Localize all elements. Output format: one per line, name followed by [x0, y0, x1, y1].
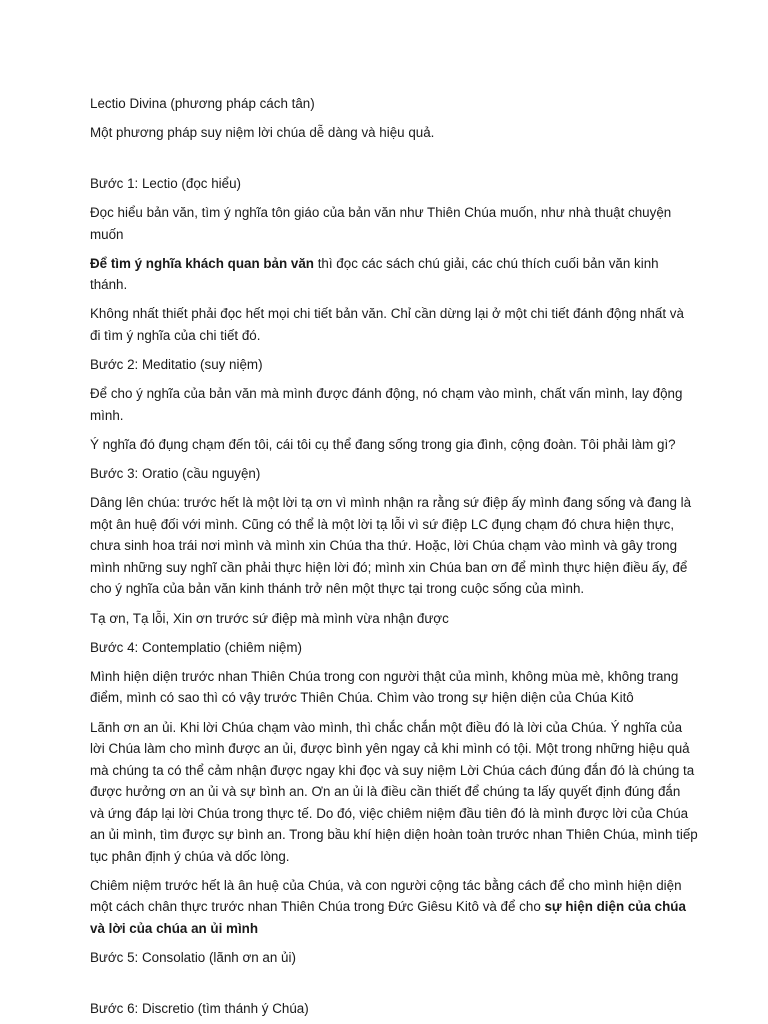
step2-heading: Bước 2: Meditatio (suy niệm)	[90, 357, 263, 373]
step2-paragraph-2: Ý nghĩa đó đụng chạm đến tôi, cái tôi cụ thể đang sống trong gia đình, cộng đoàn. Tôi phải làm gì?	[90, 437, 676, 452]
step4-paragraph-3	[90, 875, 698, 940]
step1-paragraph-2-text: thì đọc các sách chú giải, các chú thích cuối bản văn kinh thánh.	[90, 255, 659, 293]
step1-paragraph-3: Không nhất thiết phải đọc hết mọi chi tiết bản văn. Chỉ cần dừng lại ở một chi tiết đánh động nhất và đi tìm ý nghĩa của chi tiết đó.	[90, 306, 684, 343]
step2-paragraph-1: Để cho ý nghĩa của bản văn mà mình được đánh động, nó chạm vào mình, chất vấn mình, lay động mình.	[90, 386, 683, 423]
step5-heading: Bước 5: Consolatio (lãnh ơn an ủi)	[90, 950, 296, 965]
step4-bold-phrase: sự hiện diện của chúa và lời của chúa an ủi mình	[90, 899, 686, 936]
step4-paragraph-2: Lãnh ơn an ủi. Khi lời Chúa chạm vào mình, thì chắc chắn một điều đó là lời của Chúa. Ý nghĩa của lời Chúa làm cho mình được an ủi, được bình yên ngay cả khi mình có tội. Một trong những hiệu quả mà chúng ta có thể cảm nhận được ngay khi đọc và suy niệm Lời Chúa cách đúng đắn đó là chúng ta được hưởng ơn an ủi và sự bình an. Ơn an ủi là điều cần thiết để chúng ta lấy quyết định đúng đắn và ứng đáp lại lời Chúa trong thực tế. Do đó, việc chiêm niệm đầu tiên đó là mình được lời của Chúa an ủi mình, tìm được sự bình an. Trong bầu khí hiện diện hoàn toàn trước nhan Thiên Chúa, mình tiếp tục phân định ý chúa và dốc lòng.	[90, 719, 698, 864]
step6-heading: Bước 6: Discretio (tìm thánh ý Chúa)	[90, 1000, 309, 1016]
step1-bold-phrase: Để tìm ý nghĩa khách quan bản văn	[90, 255, 314, 271]
step1-heading: Bước 1: Lectio (đọc hiểu)	[90, 175, 241, 191]
step4-heading: Bước 4: Contemplatio (chiêm niệm)	[90, 639, 302, 655]
step3-heading: Bước 3: Oratio (cầu nguyện)	[90, 466, 261, 482]
step3-paragraph-1: Dâng lên chúa: trước hết là một lời tạ ơn vì mình nhận ra rằng sứ điệp ấy mình đang sống và đang là một ân huệ đối với mình. Cũng có thể là một lời tạ lỗi vì sứ điệp LC đụng chạm đó chưa hiện thực, chưa sinh hoa trái nơi mình và mình xin Chúa tha thứ. Hoặc, lời Chúa chạm vào mình và gây trong mình những suy nghĩ cần phải thực hiện lời đó; mình xin Chúa ban ơn để mình thực hiện điều ấy, để cho ý nghĩa của bản văn kinh thánh trở nên một thực tại trong cuộc sống của mình.	[90, 495, 692, 597]
document-subtitle: Một phương pháp suy niệm lời chúa dễ dàng và hiệu quả.	[90, 125, 435, 141]
step3-paragraph-2: Tạ ơn, Tạ lỗi, Xin ơn trước sứ điệp mà mình vừa nhận được	[90, 610, 449, 626]
step1-paragraph-1: Đọc hiểu bản văn, tìm ý nghĩa tôn giáo của bản văn như Thiên Chúa muốn, như nhà thuật chuyện muốn	[90, 205, 672, 242]
step1-paragraph-2	[90, 253, 698, 296]
document-title: Lectio Divina (phương pháp cách tân)	[90, 96, 315, 111]
step4-paragraph-1: Mình hiện diện trước nhan Thiên Chúa trong con người thật của mình, không mùa mè, không trang điểm, mình có sao thì có vậy trước Thiên Chúa. Chìm vào trong sự hiện diện của Chúa Kitô	[90, 668, 679, 706]
step4-paragraph-3-text: Chiêm niệm trước hết là ân huệ của Chúa, và con người cộng tác bằng cách để cho mình hiện diện một cách chân thực trước nhan Thiên Chúa trong Đức Giêsu Kitô và để cho	[90, 877, 682, 915]
blank-line	[90, 976, 698, 998]
blank-line	[90, 151, 698, 173]
